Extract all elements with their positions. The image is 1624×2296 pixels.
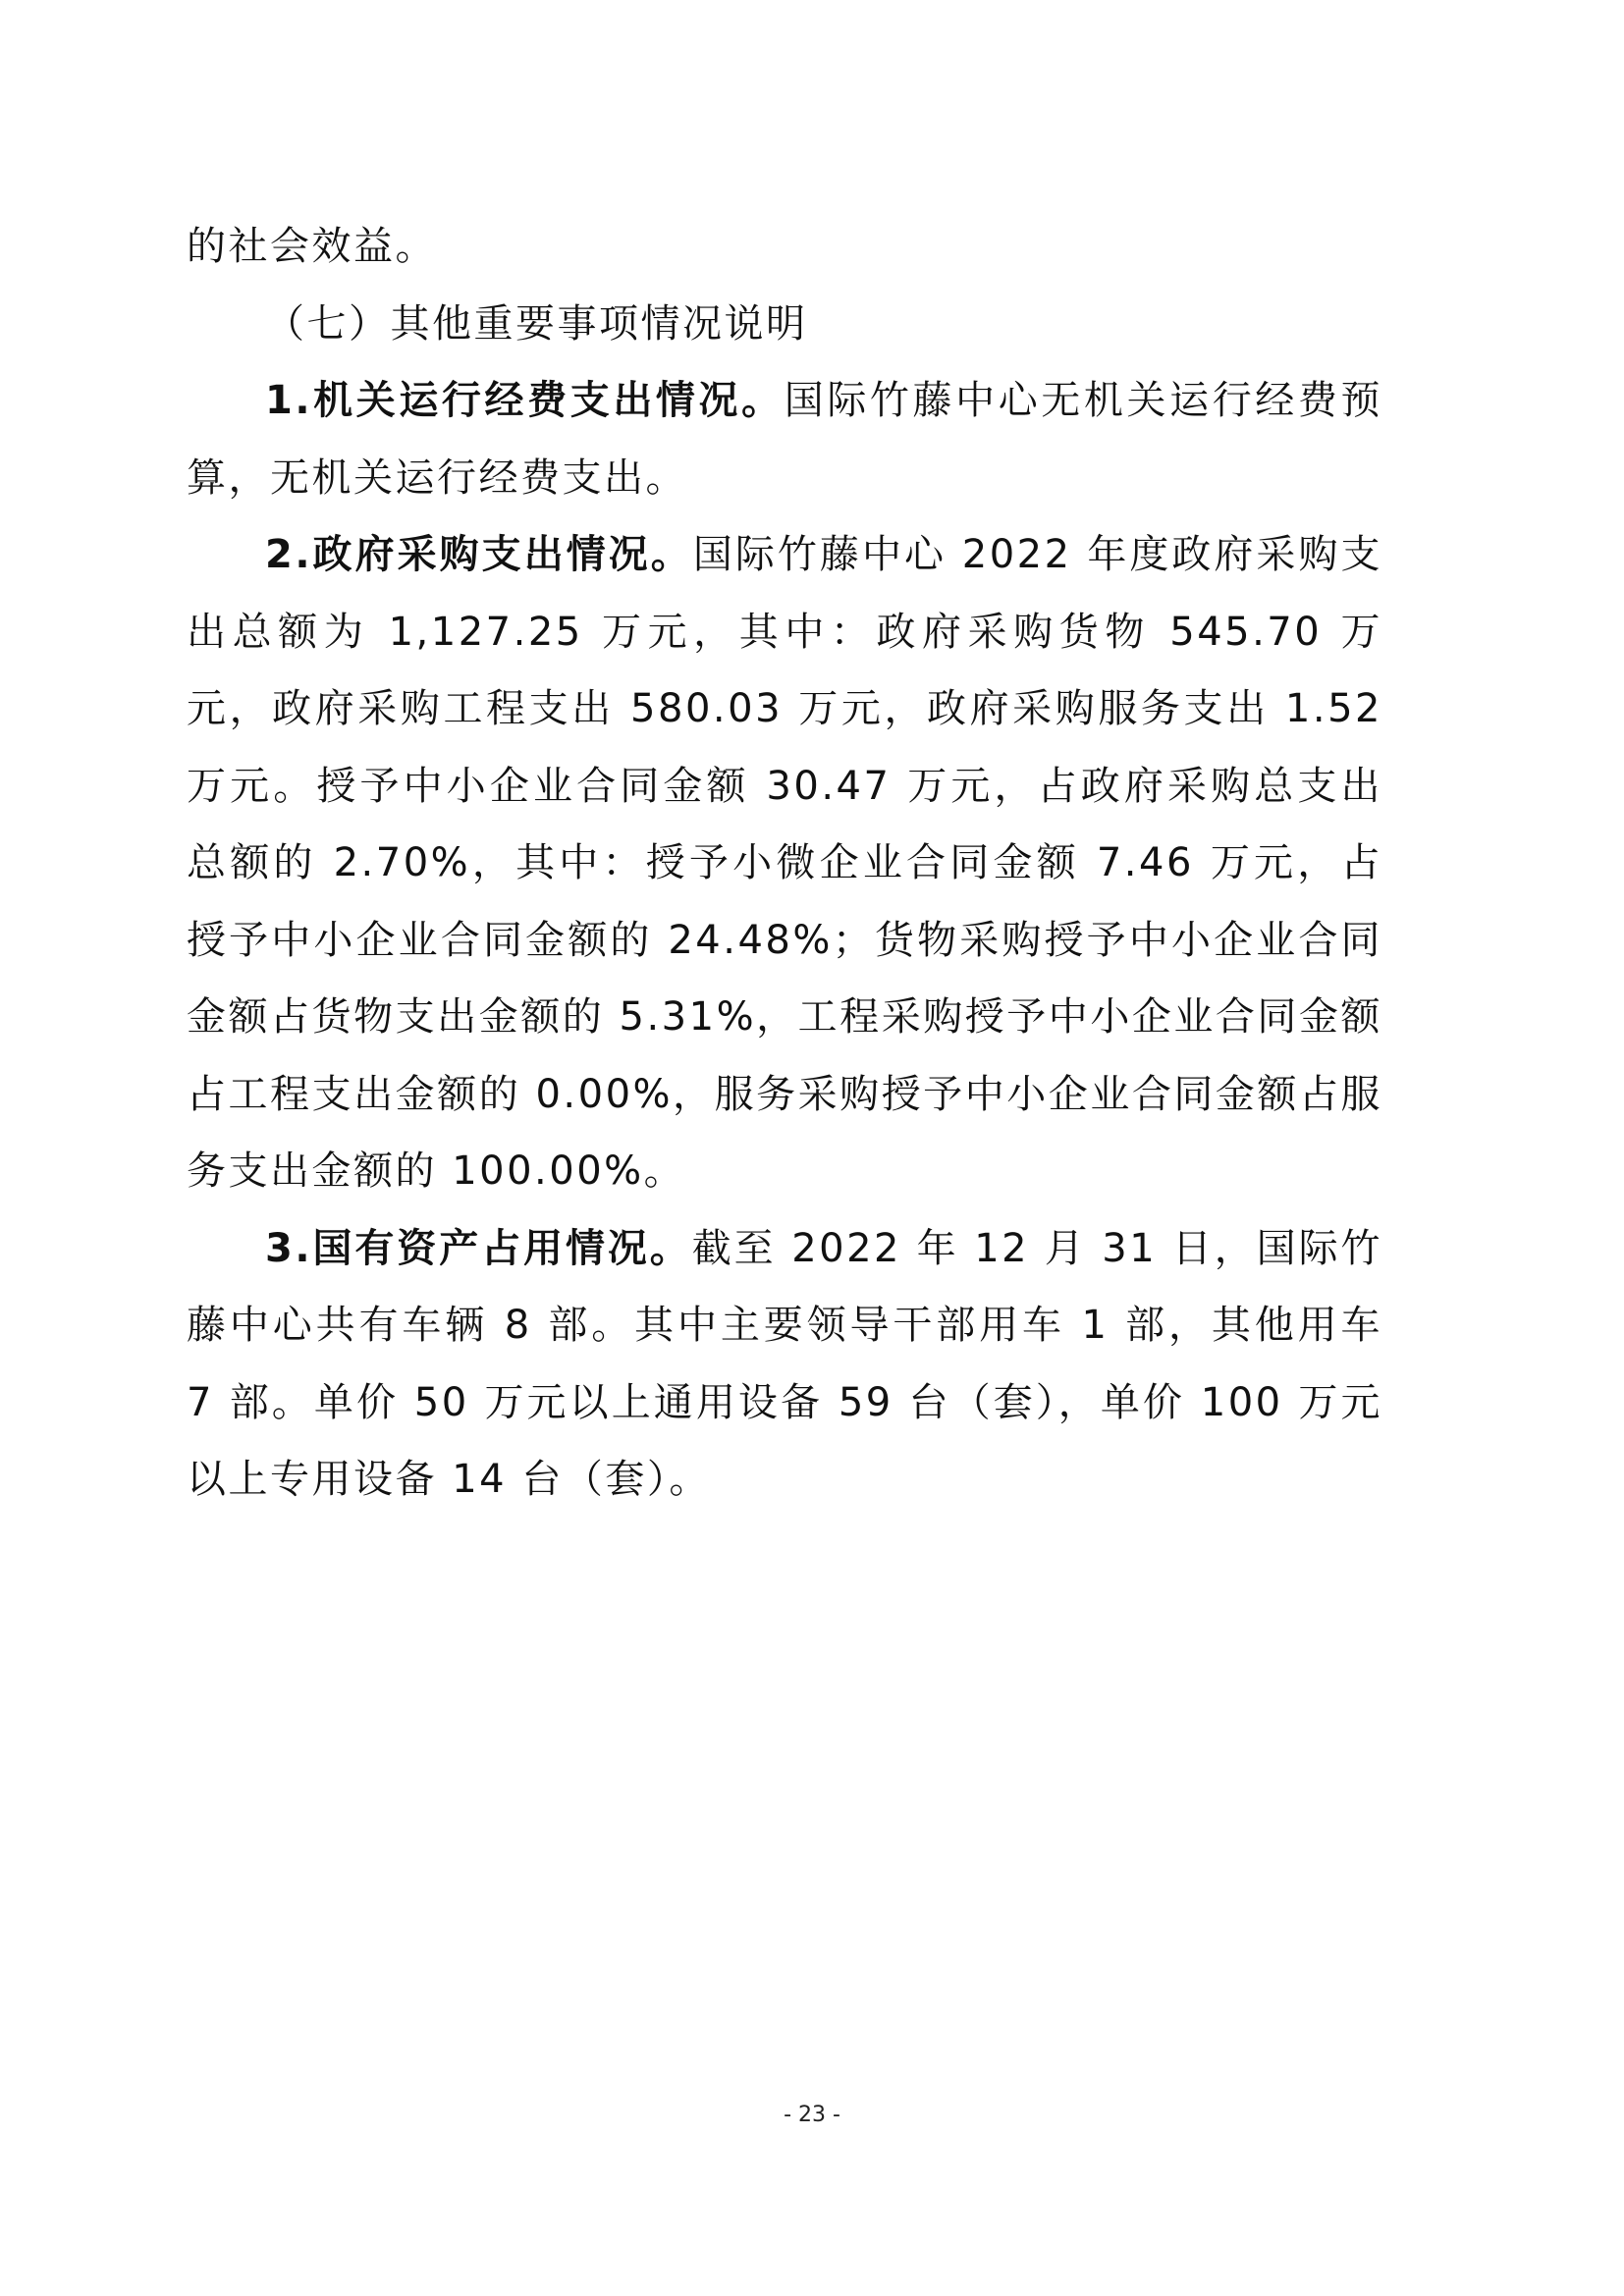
paragraph-text: 截至 2022 年 12 月 31 日，国际竹藤中心共有车辆 8 部。其中主要领导干部用车 1 部，其他用车 7 部。单价 50 万元以上通用设备 59 台（套），单价 100 万元以上专用设备 14 台（套）。 — [187, 1225, 1382, 1502]
paragraph-lead: 2.政府采购支出情况。 — [265, 532, 693, 577]
paragraph-office-expenses — [187, 362, 1382, 516]
document-body — [187, 208, 1382, 1519]
paragraph-text: 国际竹藤中心 2022 年度政府采购支出总额为 1,127.25 万元，其中：政府采购货物 545.70 万元，政府采购工程支出 580.03 万元，政府采购服务支出 1.52 万元。授予中小企业合同金额 30.47 万元，占政府采购总支出总额的 2.70%，其中：授予小微企业合同金额 7.46 万元，占授予中小企业合同金额的 24.48%；货物采购授予中小企业合同金额占货物支出金额的 5.31%，工程采购授予中小企业合同金额占工程支出金额的 0.00%，服务采购授予中小企业合同金额占服务支出金额的 100.00%。 — [187, 532, 1382, 1194]
page-number: - 23 - — [784, 2103, 840, 2127]
section-heading — [187, 286, 1382, 363]
paragraph-state-assets — [187, 1210, 1382, 1519]
paragraph-lead: 1.机关运行经费支出情况。 — [265, 378, 785, 423]
paragraph-lead: 3.国有资产占用情况。 — [265, 1225, 692, 1271]
heading-text: （七）其他重要事项情况说明 — [265, 300, 808, 347]
paragraph-procurement — [187, 516, 1382, 1210]
paragraph-text: 的社会效益。 — [187, 224, 437, 269]
paragraph-text: 国际竹藤中心无机关运行经费预算，无机关运行经费支出。 — [187, 378, 1383, 501]
paragraph-continuation — [187, 208, 1382, 286]
